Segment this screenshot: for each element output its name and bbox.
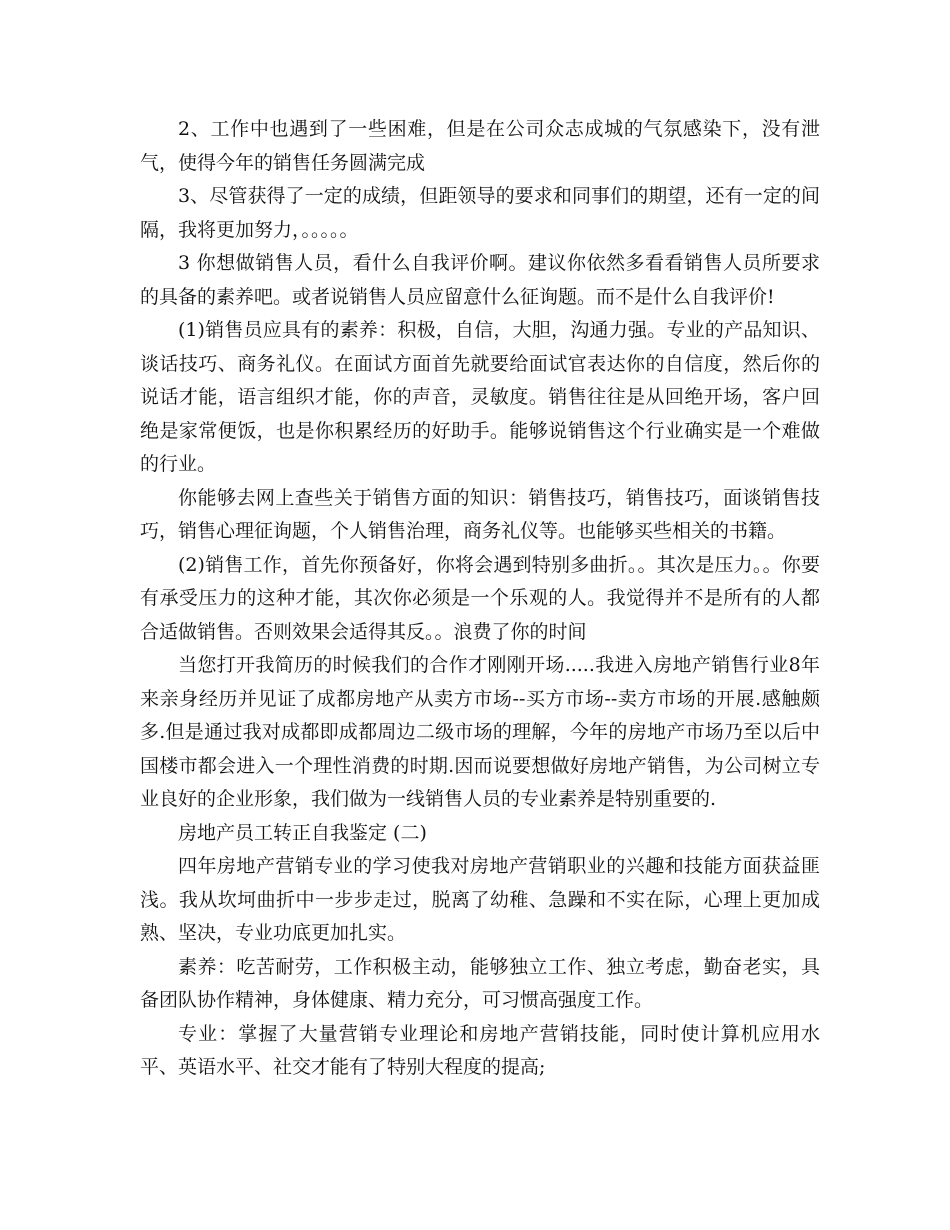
paragraph-resume-intro: 当您打开我简历的时候我们的合作才刚刚开场.....我进入房地产销售行业8年来亲身经历并见证了成都房地产从卖方市场--买方市场--卖方市场的开展.感触颇多.但是通过我对成都即成都周边二级市场的理解，今年的房地产市场乃至以后中国楼市都会进入一个理性消费的时期.因而说要想做好房地产销售，为公司树立专业良好的企业形象，我们做为一线销售人员的专业素养是特别重要的. bbox=[140, 654, 820, 810]
paragraph-item-2-difficulties: 2、工作中也遇到了一些困难，但是在公司众志成城的气氛感染下，没有泄气，使得今年的销售任务圆满完成 bbox=[140, 118, 820, 174]
paragraph-professional-skills: 专业：掌握了大量营销专业理论和房地产营销技能，同时使计算机应用水平、英语水平、社交才能有了特别大程度的提高; bbox=[140, 1022, 820, 1078]
document-body bbox=[140, 113, 820, 1085]
paragraph-sales-self-evaluation: 3 你想做销售人员，看什么自我评价啊。建议你依然多看看销售人员所要求的具备的素养吧。或者说销售人员应留意什么征询题。而不是什么自我评价! bbox=[140, 252, 820, 308]
section-heading: 房地产员工转正自我鉴定 (二) bbox=[178, 821, 427, 844]
paragraph-study-experience: 四年房地产营销专业的学习使我对房地产营销职业的兴趣和技能方面获益匪浅。我从坎坷曲折中一步步走过，脱离了幼稚、急躁和不实在际，心理上更加成熟、坚决，专业功底更加扎实。 bbox=[140, 855, 820, 944]
paragraph-sales-pressure: (2)销售工作，首先你预备好，你将会遇到特别多曲折。。其次是压力。。你要有承受压力的这种才能，其次你必须是一个乐观的人。我觉得并不是所有的人都合适做销售。否则效果会适得其反。。浪费了你的时间 bbox=[140, 553, 820, 643]
paragraph-personal-qualities: 素养：吃苦耐劳，工作积极主动，能够独立工作、独立考虑，勤奋老实，具备团队协作精神，身体健康、精力充分，可习惯高强度工作。 bbox=[140, 955, 820, 1011]
paragraph-item-3-effort: 3、尽管获得了一定的成绩，但距领导的要求和同事们的期望，还有一定的间隔，我将更加努力，。。。。。 bbox=[140, 185, 820, 241]
paragraph-sales-knowledge: 你能够去网上查些关于销售方面的知识：销售技巧，销售技巧，面谈销售技巧，销售心理征询题，个人销售治理，商务礼仪等。也能够买些相关的书籍。 bbox=[140, 486, 820, 542]
paragraph-sales-qualities: (1)销售员应具有的素养：积极，自信，大胆，沟通力强。专业的产品知识、谈话技巧、商务礼仪。在面试方面首先就要给面试官表达你的自信度，然后你的说话才能，语言组织才能，你的声音，灵敏度。销售往往是从回绝开场，客户回绝是家常便饭，也是你积累经历的好助手。能够说销售这个行业确实是一个难做的行业。 bbox=[140, 319, 820, 475]
